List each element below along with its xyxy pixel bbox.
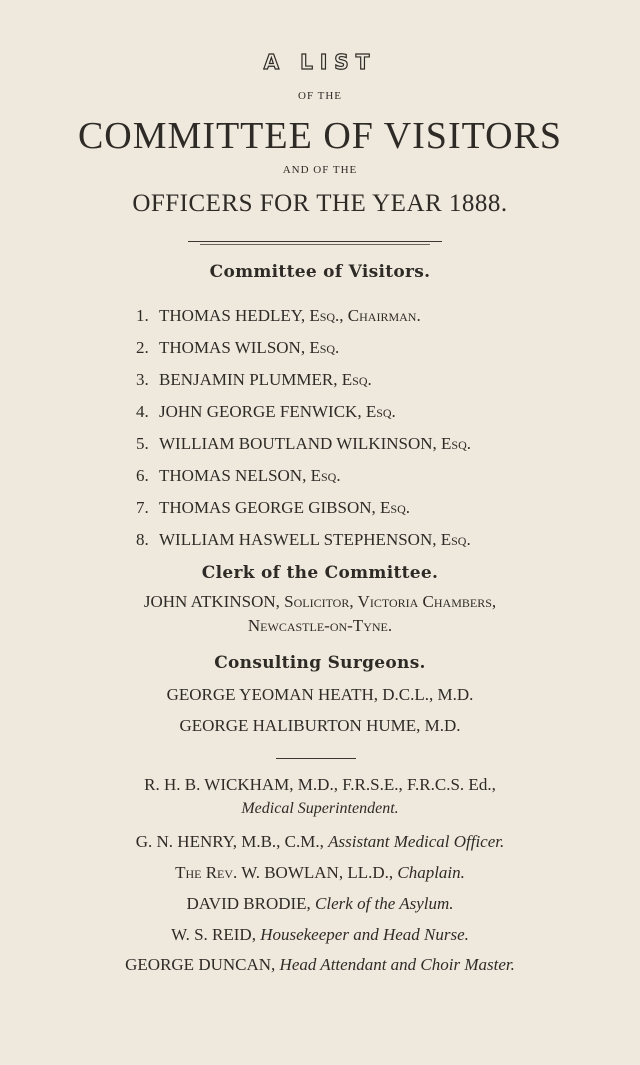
officer-wickham-name: R. H. B. WICKHAM, M.D., F.R.S.E., F.R.C.S. Ed., (144, 775, 496, 794)
item-number: 7. (136, 498, 149, 517)
clerk-name: JOHN ATKINSON, (143, 592, 280, 611)
officer-duncan-role: Head Attendant and Choir Master. (279, 955, 515, 974)
surgeon-item: GEORGE HALIBURTON HUME, M.D. (179, 716, 461, 735)
member-name: BENJAMIN PLUMMER, (159, 370, 338, 389)
officer-duncan-name: GEORGE DUNCAN, (125, 955, 276, 974)
list-item (136, 530, 471, 550)
clerk-heading: Clerk of the Committee. (201, 563, 439, 583)
member-suffix: Esq. (440, 530, 471, 549)
list-item (136, 434, 471, 454)
officer-henry-name: G. N. HENRY, M.B., C.M., (135, 832, 324, 851)
item-number: 4. (136, 402, 149, 421)
item-number: 3. (136, 370, 149, 389)
officer-bowlan-name: W. BOWLAN, LL.D., (241, 863, 394, 882)
officer-brodie (0, 894, 640, 914)
officer-henry-role: Assistant Medical Officer. (328, 832, 505, 851)
list-item (136, 498, 410, 518)
and-of-the-label: AND OF THE (282, 164, 358, 176)
member-suffix: Esq. (310, 466, 341, 485)
list-title: A LIST (263, 50, 377, 74)
list-item (136, 370, 372, 390)
surgeons-heading: Consulting Surgeons. (214, 653, 426, 673)
member-name: THOMAS HEDLEY, (159, 306, 306, 325)
officer-brodie-name: DAVID BRODIE, (186, 894, 311, 913)
surgeon-item: GEORGE YEOMAN HEATH, D.C.L., M.D. (166, 685, 474, 704)
member-suffix: Esq. (309, 338, 340, 357)
list-item (136, 466, 341, 486)
list-item (136, 402, 396, 422)
officer-reid (0, 925, 640, 945)
member-name: WILLIAM HASWELL STEPHENSON, (159, 530, 437, 549)
officer-bowlan-prefix: The Rev. (175, 863, 238, 882)
officer-henry (0, 832, 640, 852)
item-number: 8. (136, 530, 149, 549)
officer-reid-name: W. S. REID, (171, 925, 256, 944)
officer-bowlan (0, 863, 640, 883)
member-name: THOMAS WILSON, (159, 338, 306, 357)
clerk-location: Newcastle-on-Tyne. (247, 616, 393, 635)
item-number: 6. (136, 466, 149, 485)
officer-bowlan-role: Chaplain. (397, 863, 465, 882)
main-title: COMMITTEE OF VISITORS (77, 115, 563, 157)
officers-title: OFFICERS FOR THE YEAR 1888. (132, 190, 508, 217)
list-item (136, 306, 421, 326)
member-suffix: Esq. (441, 434, 472, 453)
clerk-detail: Solicitor, Victoria Chambers, (284, 592, 497, 611)
member-name: THOMAS NELSON, (159, 466, 307, 485)
member-suffix: Esq. (365, 402, 396, 421)
of-the-label: OF THE (298, 90, 342, 102)
top-divider (188, 241, 442, 242)
member-suffix: Esq. (341, 370, 372, 389)
member-suffix: Esq. (380, 498, 410, 517)
item-number: 1. (136, 306, 149, 325)
officer-wickham-role: Medical Superintendent. (241, 800, 399, 817)
clerk-line (0, 592, 640, 612)
mid-divider (276, 758, 356, 759)
member-suffix: Esq., Chairman. (309, 306, 421, 325)
top-divider-thin (200, 244, 430, 245)
officer-brodie-role: Clerk of the Asylum. (315, 894, 454, 913)
officer-duncan (0, 955, 640, 975)
item-number: 5. (136, 434, 149, 453)
member-name: WILLIAM BOUTLAND WILKINSON, (159, 434, 437, 453)
member-name: JOHN GEORGE FENWICK, (159, 402, 362, 421)
item-number: 2. (136, 338, 149, 357)
committee-heading: Committee of Visitors. (209, 262, 431, 282)
list-item (136, 338, 339, 358)
member-name: THOMAS GEORGE GIBSON, (159, 498, 376, 517)
officer-reid-role: Housekeeper and Head Nurse. (260, 925, 469, 944)
